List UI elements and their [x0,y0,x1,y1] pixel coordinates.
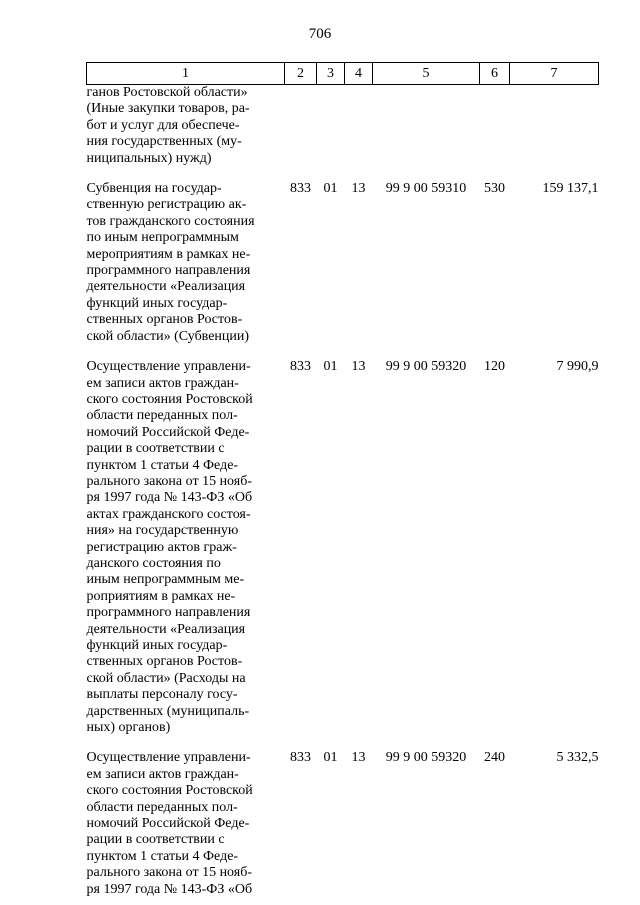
description-line: рального закона от 15 нояб- [86,473,253,489]
description-line: программного направления [86,605,251,621]
description-line: Осуществление управлени- [86,750,251,766]
description-line: номочий Российской Феде- [86,424,250,440]
description-line: ем записи актов граждан- [86,375,239,391]
budget-table [86,62,599,898]
description-line: ской области» (Субвенции) [86,328,250,344]
description-line: деятельности «Реализация [86,279,246,295]
description-line: программного направления [86,263,251,279]
target-code: 99 9 00 59320 [385,750,467,766]
description-line: ря 1997 года № 143-ФЗ «Об [86,881,253,897]
expense-type-code: 530 [484,181,505,197]
description-line: области переданных пол- [86,799,238,815]
section-code: 01 [323,359,338,375]
target-code: 99 9 00 59310 [385,181,467,197]
amount [510,85,599,182]
section-code [317,85,345,182]
table-row [87,750,599,898]
description-line: тов гражданского состояния [86,213,255,229]
description-line: ниципальных) нужд) [86,150,212,166]
subsection-code [345,85,373,182]
description-line: Субвенция на государ- [86,181,222,197]
description-line: номочий Российской Феде- [86,816,250,832]
description-line: ря 1997 года № 143-ФЗ «Об [86,490,253,506]
description-line: ем записи актов граждан- [86,766,239,782]
ministry-code: 833 [290,750,311,766]
subsection-code: 13 [351,359,366,375]
row-description [87,359,285,750]
table-row [87,359,599,750]
row-description [87,181,285,359]
description-line: (Иные закупки товаров, ра- [86,101,250,117]
amount: 7 990,9 [556,359,599,375]
expense-type-code: 120 [484,359,505,375]
description-line: иным непрограммным ме- [86,572,245,588]
description-line: бот и услуг для обеспече- [86,117,240,133]
description-line: выплаты персоналу госу- [86,687,238,703]
description-line: ского состояния Ростовской [86,391,253,407]
description-line: роприятиям в рамках не- [86,588,236,604]
ministry-code: 833 [290,181,311,197]
description-line: функций иных государ- [86,295,228,311]
description-line: ния государственных (му- [86,134,242,150]
description-line: ского состояния Ростовской [86,783,253,799]
description-line: ской области» (Расходы на [86,670,246,686]
table-row [87,85,599,182]
description-line: рации в соответствии с [86,441,225,457]
header-col-7: 7 [510,63,599,85]
description-line: дарственных (муниципаль- [86,703,250,719]
page-number: 706 [308,26,332,42]
header-col-3: 3 [317,63,345,85]
header-col-6: 6 [480,63,510,85]
target-code [373,85,480,182]
amount: 159 137,1 [542,181,599,197]
description-line: Осуществление управлени- [86,359,251,375]
description-line: ния» на государственную [86,523,239,539]
description-line: области переданных пол- [86,408,238,424]
subsection-code: 13 [351,181,366,197]
description-line: функций иных государ- [86,638,228,653]
description-line: регистрацию актов граж- [86,539,237,555]
description-line: деятельности «Реализация [86,621,246,637]
description-line: мероприятиям в рамках не- [86,246,251,262]
description-line: по иным непрограммным [86,230,239,246]
ministry-code [285,85,317,182]
ministry-code: 833 [290,359,311,375]
table-row [87,181,599,359]
expense-type-code [480,85,510,182]
description-line: ственную регистрацию ак- [86,197,247,213]
description-line: ственных органов Ростов- [86,312,243,328]
description-line: данского состояния по [86,555,221,571]
description-line: ганов Ростовской области» [86,85,248,100]
section-code: 01 [323,750,338,766]
description-line: рального закона от 15 нояб- [86,865,253,881]
description-line: ственных органов Ростов- [86,654,243,670]
description-line: актах гражданского состоя- [86,506,251,522]
amount: 5 332,5 [556,750,599,766]
header-row [87,63,599,85]
header-col-5: 5 [373,63,480,85]
header-col-2: 2 [285,63,317,85]
description-line: ных) органов) [86,720,171,736]
target-code: 99 9 00 59320 [385,359,467,375]
header-col-4: 4 [345,63,373,85]
row-description [87,85,285,182]
description-line: рации в соответствии с [86,832,225,848]
section-code: 01 [323,181,338,197]
row-description [87,750,285,898]
description-line: пунктом 1 статьи 4 Феде- [86,848,239,864]
description-line: пунктом 1 статьи 4 Феде- [86,457,239,473]
subsection-code: 13 [351,750,366,766]
expense-type-code: 240 [484,750,505,766]
header-col-1: 1 [87,63,285,85]
